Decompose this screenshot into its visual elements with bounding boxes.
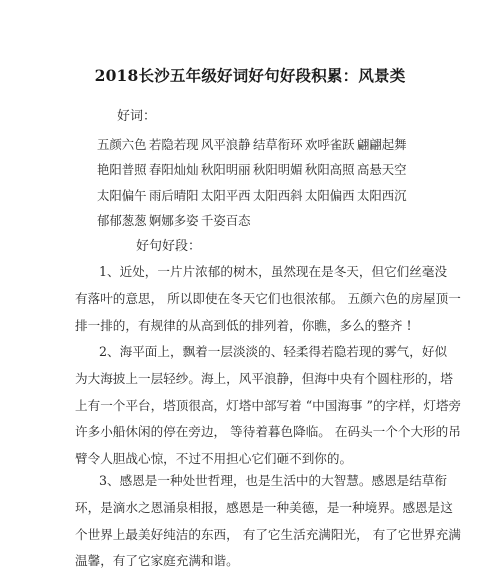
paragraph-line: 为大海披上一层轻纱。海上，风平浪静，但海中央有个圆柱形的，塔 (75, 370, 453, 386)
paragraph-line: 有落叶的意思， 所以即使在冬天它们也很浓郁。 五颜六色的房屋顶一 (75, 290, 461, 306)
paragraph-line: 排一排的，有规律的从高到低的排列着，你瞧，多么的整齐 ! (75, 317, 412, 333)
paragraph-2 (75, 339, 475, 473)
words-row (97, 208, 409, 234)
word-item: 艳阳普照 (97, 162, 147, 178)
word-item: 雨后晴阳 (149, 187, 199, 203)
word-item: 太阳偏午 (97, 187, 147, 203)
word-item: 高悬天空 (357, 162, 407, 178)
paragraph-line: 个世界上最美好纯洁的东西， 有了它生活充满阳光， 有了它世界充满 (75, 526, 461, 542)
word-item: 秋阳明丽 (201, 162, 251, 178)
word-item: 翩翩起舞 (357, 136, 407, 152)
word-item: 太阳平西 (201, 187, 251, 203)
word-item: 风平浪静 (201, 136, 251, 152)
words-row (97, 157, 409, 183)
paragraph-line: 温馨，有了它家庭充满和谐。 (75, 553, 239, 569)
words-section-label: 好词： (117, 109, 157, 124)
word-item: 结草衔环 (253, 136, 303, 152)
word-item: 秋阳明媚 (253, 162, 303, 178)
word-item: 太阳西斜 (253, 187, 303, 203)
word-item: 太阳西沉 (357, 187, 407, 203)
word-item: 五颜六色 (97, 136, 147, 152)
word-item: 秋阳高照 (305, 162, 355, 178)
word-item: 春阳灿灿 (149, 162, 199, 178)
paragraph-line: 2、海平面上，飘着一层淡淡的、轻柔得若隐若现的雾气，好似 (99, 344, 448, 359)
sentences-section-label: 好句好段： (136, 239, 202, 254)
paragraph-3 (75, 468, 475, 575)
word-item: 千姿百态 (201, 213, 251, 229)
words-row (97, 182, 409, 208)
words-row (97, 131, 409, 157)
document-title: 2018长沙五年级好词好句好段积累：风景类 (94, 66, 406, 85)
paragraph-line: 上有一个平台，塔顶很高，灯塔中部写着 “中国海事 ”的字样，灯塔旁 (75, 397, 462, 413)
paragraph-1 (75, 259, 475, 339)
word-item: 欢呼雀跃 (305, 136, 355, 152)
paragraph-line: 环，是滴水之恩涌泉相报，感恩是一种美德，是一种境界。感恩是这 (75, 499, 453, 515)
paragraph-line: 1、近处，一片片浓郁的树木，虽然现在是冬天，但它们丝毫没 (99, 264, 448, 279)
word-item: 若隐若现 (149, 136, 199, 152)
paragraph-line: 3、感恩是一种处世哲理，也是生活中的大智慧。感恩是结草衔 (99, 473, 448, 488)
word-item: 婀娜多姿 (149, 213, 199, 229)
paragraph-line: 许多小船休闲的停在旁边， 等待着暮色降临。 在码头一个个大形的吊 (75, 424, 461, 440)
word-item: 郁郁葱葱 (97, 213, 147, 229)
paragraph-line: 臂令人胆战心惊，不过不用担心它们砸不到你的。 (75, 451, 353, 467)
word-item: 太阳偏西 (305, 187, 355, 203)
words-grid (97, 131, 409, 233)
